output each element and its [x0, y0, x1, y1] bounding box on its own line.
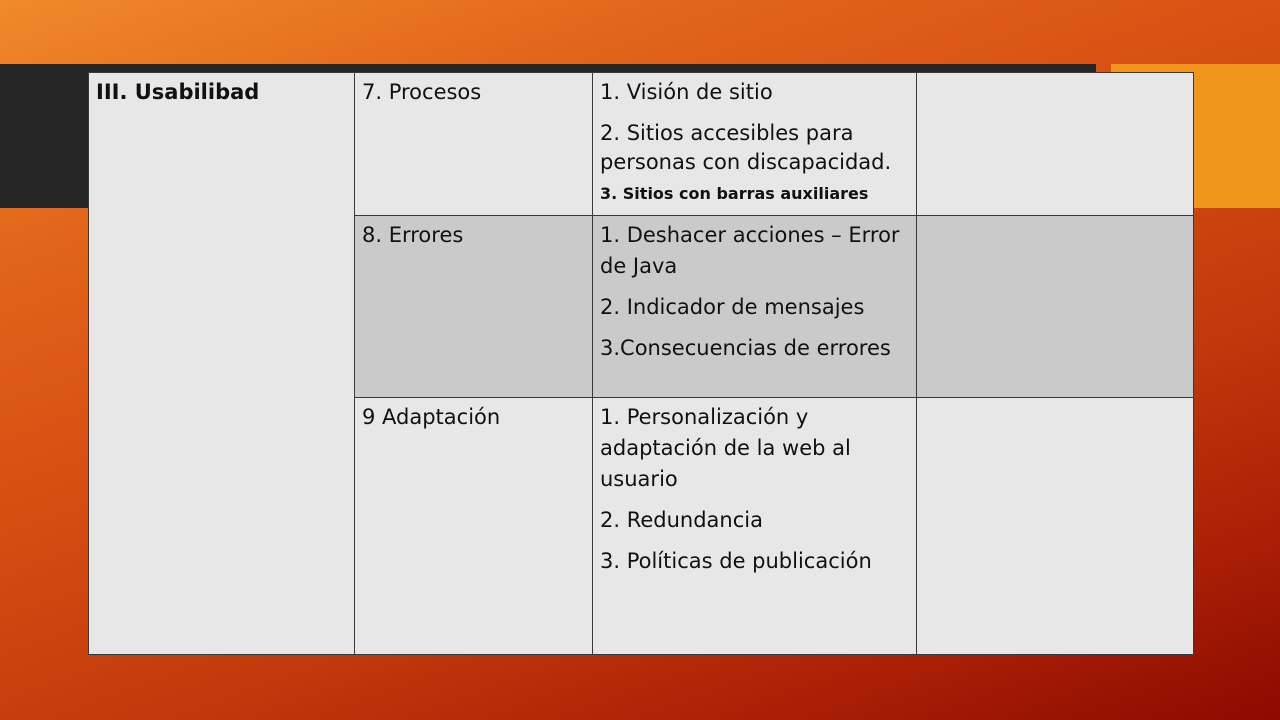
items-cell-errores	[593, 216, 917, 398]
list-item: 2. Indicador de mensajes	[600, 295, 865, 319]
list-item: 1. Deshacer acciones – Error de Java	[600, 223, 900, 278]
list-item: 3. Políticas de publicación	[600, 549, 872, 573]
usability-table	[88, 72, 1194, 655]
items-cell-procesos	[593, 73, 917, 216]
extra-cell-errores	[917, 216, 1194, 398]
extra-cell-adaptacion	[917, 398, 1194, 655]
subcategory-cell-adaptacion: 9 Adaptación	[355, 398, 593, 655]
table-row-procesos	[89, 73, 1194, 216]
list-item: 2. Redundancia	[600, 508, 763, 532]
list-item: 1. Personalización y adaptación de la web al usuario	[600, 405, 851, 491]
list-item: 1. Visión de sitio	[600, 80, 773, 104]
extra-cell-procesos	[917, 73, 1194, 216]
items-cell-adaptacion	[593, 398, 917, 655]
list-item: 2. Sitios accesibles para personas con discapacidad.	[600, 121, 892, 174]
category-cell: III. Usabilibad	[89, 73, 355, 655]
subcategory-cell-procesos: 7. Procesos	[355, 73, 593, 216]
list-item: 3. Sitios con barras auxiliares	[600, 184, 869, 203]
subcategory-cell-errores: 8. Errores	[355, 216, 593, 398]
list-item: 3.Consecuencias de errores	[600, 336, 891, 360]
